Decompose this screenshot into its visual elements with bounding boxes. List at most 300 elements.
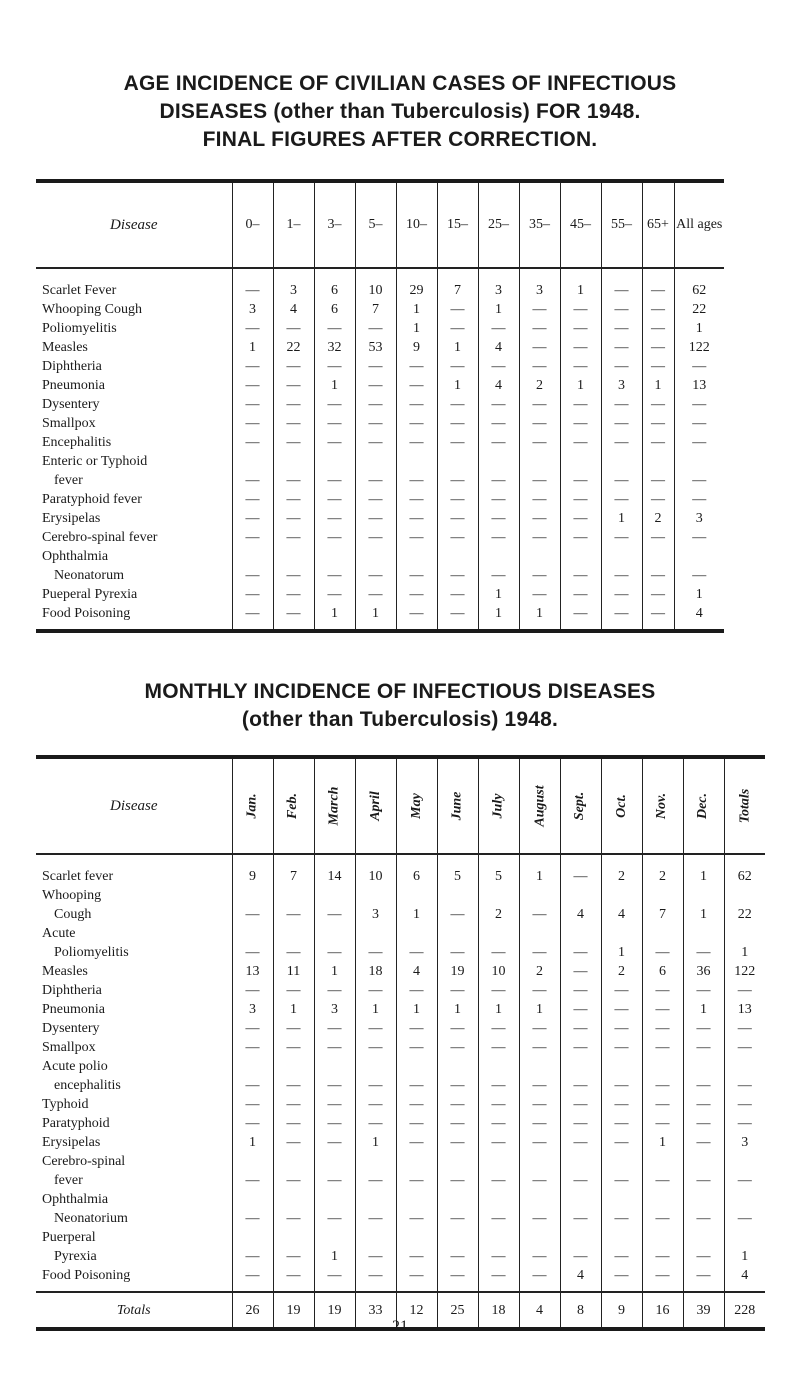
- table-row: [36, 1266, 765, 1292]
- cell-value: —: [478, 1152, 519, 1190]
- cell-value: 1: [683, 854, 724, 886]
- cell-value: —: [601, 300, 642, 319]
- disease-name-line: Scarlet Fever: [42, 283, 117, 298]
- cell-value: 13: [674, 376, 724, 395]
- total-value: 39: [683, 1292, 724, 1329]
- cell-value: —: [683, 1152, 724, 1190]
- column-header: 3–: [314, 181, 355, 268]
- cell-value: 1: [674, 319, 724, 338]
- disease-name-line: Whooping Cough: [42, 302, 142, 317]
- title-age-incidence: [0, 70, 800, 154]
- cell-value: —: [601, 547, 642, 585]
- cell-value: —: [478, 981, 519, 1000]
- column-header-label: June: [449, 791, 465, 821]
- cell-value: —: [396, 1152, 437, 1190]
- title-monthly-incidence: [0, 678, 800, 734]
- cell-value: —: [355, 1152, 396, 1190]
- column-header-label: Feb.: [285, 792, 301, 820]
- cell-value: —: [601, 452, 642, 490]
- cell-value: —: [437, 490, 478, 509]
- cell-value: —: [355, 395, 396, 414]
- cell-value: —: [232, 981, 273, 1000]
- cell-value: —: [560, 452, 601, 490]
- cell-value: 1: [232, 1133, 273, 1152]
- cell-value: 3: [232, 300, 273, 319]
- cell-value: —: [601, 414, 642, 433]
- cell-value: 1: [478, 604, 519, 631]
- cell-value: —: [396, 1038, 437, 1057]
- cell-value: —: [724, 1019, 765, 1038]
- cell-value: —: [560, 1228, 601, 1266]
- cell-value: —: [437, 528, 478, 547]
- cell-value: —: [437, 585, 478, 604]
- cell-value: —: [560, 414, 601, 433]
- cell-value: —: [232, 268, 273, 300]
- disease-name-line: Paratyphoid fever: [42, 492, 142, 507]
- table-row: [36, 357, 724, 376]
- cell-value: —: [437, 1057, 478, 1095]
- disease-name: [36, 268, 232, 300]
- cell-value: —: [642, 1266, 683, 1292]
- disease-name: [36, 981, 232, 1000]
- column-header: [560, 757, 601, 854]
- cell-value: —: [601, 981, 642, 1000]
- cell-value: 13: [724, 1000, 765, 1019]
- cell-value: —: [601, 357, 642, 376]
- cell-value: —: [314, 886, 355, 924]
- cell-value: —: [396, 1133, 437, 1152]
- cell-value: —: [674, 547, 724, 585]
- disease-name: [36, 1228, 232, 1266]
- disease-name-line: Paratyphoid: [42, 1116, 110, 1131]
- cell-value: —: [519, 338, 560, 357]
- column-header: 35–: [519, 181, 560, 268]
- cell-value: —: [683, 924, 724, 962]
- cell-value: —: [396, 1095, 437, 1114]
- cell-value: 4: [724, 1266, 765, 1292]
- column-header: All ages: [674, 181, 724, 268]
- cell-value: —: [478, 547, 519, 585]
- disease-name-line: Pueperal Pyrexia: [42, 587, 138, 602]
- cell-value: —: [478, 1190, 519, 1228]
- cell-value: —: [560, 1133, 601, 1152]
- cell-value: —: [642, 490, 674, 509]
- total-value: 228: [724, 1292, 765, 1329]
- cell-value: —: [642, 604, 674, 631]
- cell-value: —: [601, 1190, 642, 1228]
- cell-value: —: [232, 886, 273, 924]
- cell-value: —: [642, 268, 674, 300]
- cell-value: —: [437, 414, 478, 433]
- cell-value: 1: [396, 300, 437, 319]
- total-value: 18: [478, 1292, 519, 1329]
- cell-value: —: [519, 1019, 560, 1038]
- cell-value: —: [560, 1000, 601, 1019]
- cell-value: 1: [314, 962, 355, 981]
- total-value: 25: [437, 1292, 478, 1329]
- disease-name: [36, 319, 232, 338]
- disease-name-line: Dysentery: [42, 1021, 100, 1036]
- cell-value: 7: [642, 886, 683, 924]
- cell-value: 3: [355, 886, 396, 924]
- cell-value: —: [519, 1038, 560, 1057]
- cell-value: —: [642, 338, 674, 357]
- cell-value: —: [232, 395, 273, 414]
- total-value: 8: [560, 1292, 601, 1329]
- table-row: [36, 886, 765, 924]
- cell-value: 10: [355, 854, 396, 886]
- disease-name-line: Ophthalmia: [42, 1192, 109, 1207]
- disease-name: [36, 338, 232, 357]
- cell-value: 4: [273, 300, 314, 319]
- cell-value: —: [232, 376, 273, 395]
- cell-value: —: [683, 1019, 724, 1038]
- disease-name: [36, 854, 232, 886]
- cell-value: —: [355, 1057, 396, 1095]
- total-value: 16: [642, 1292, 683, 1329]
- column-header: 15–: [437, 181, 478, 268]
- cell-value: —: [314, 585, 355, 604]
- disease-name-line: Pneumonia: [42, 1002, 105, 1017]
- cell-value: 1: [519, 604, 560, 631]
- cell-value: —: [314, 924, 355, 962]
- cell-value: —: [314, 452, 355, 490]
- column-header-label: March: [326, 786, 342, 826]
- table-row: [36, 1095, 765, 1114]
- cell-value: —: [314, 1152, 355, 1190]
- disease-name-line: Neonatorum: [54, 568, 124, 583]
- column-header: 25–: [478, 181, 519, 268]
- cell-value: —: [601, 433, 642, 452]
- disease-name: [36, 528, 232, 547]
- disease-name-line: Measles: [42, 340, 88, 355]
- column-header: [273, 757, 314, 854]
- cell-value: 18: [355, 962, 396, 981]
- cell-value: —: [232, 319, 273, 338]
- disease-name-line: Food Poisoning: [42, 606, 131, 621]
- cell-value: —: [232, 509, 273, 528]
- page-number: 21: [392, 1318, 408, 1335]
- disease-name: [36, 490, 232, 509]
- cell-value: —: [437, 1190, 478, 1228]
- cell-value: —: [396, 1190, 437, 1228]
- disease-name-line: encephalitis: [54, 1078, 121, 1093]
- cell-value: —: [273, 1019, 314, 1038]
- table-row: [36, 395, 724, 414]
- table-row: [36, 585, 724, 604]
- cell-value: —: [519, 452, 560, 490]
- cell-value: —: [273, 509, 314, 528]
- cell-value: —: [273, 1057, 314, 1095]
- cell-value: —: [642, 300, 674, 319]
- cell-value: 1: [478, 300, 519, 319]
- disease-name: [36, 1057, 232, 1095]
- cell-value: —: [355, 414, 396, 433]
- cell-value: —: [724, 1114, 765, 1133]
- cell-value: —: [560, 319, 601, 338]
- total-value: 19: [273, 1292, 314, 1329]
- disease-name-line: Neonatorium: [54, 1211, 128, 1226]
- cell-value: —: [642, 1019, 683, 1038]
- cell-value: —: [560, 1038, 601, 1057]
- cell-value: —: [314, 547, 355, 585]
- cell-value: 1: [674, 585, 724, 604]
- cell-value: 1: [560, 268, 601, 300]
- cell-value: —: [560, 300, 601, 319]
- disease-name-line: Acute polio: [42, 1059, 108, 1074]
- cell-value: —: [273, 1038, 314, 1057]
- cell-value: —: [519, 1057, 560, 1095]
- cell-value: 62: [674, 268, 724, 300]
- cell-value: —: [519, 1228, 560, 1266]
- cell-value: —: [232, 357, 273, 376]
- cell-value: 3: [724, 1133, 765, 1152]
- cell-value: —: [642, 981, 683, 1000]
- disease-name: [36, 1190, 232, 1228]
- cell-value: 3: [314, 1000, 355, 1019]
- cell-value: 3: [478, 268, 519, 300]
- cell-value: —: [232, 1114, 273, 1133]
- cell-value: —: [683, 1228, 724, 1266]
- table-row: [36, 433, 724, 452]
- title-line: MONTHLY INCIDENCE OF INFECTIOUS DISEASES: [144, 680, 656, 703]
- cell-value: 22: [724, 886, 765, 924]
- cell-value: —: [674, 528, 724, 547]
- total-value: 9: [601, 1292, 642, 1329]
- cell-value: 1: [355, 1133, 396, 1152]
- cell-value: —: [396, 1057, 437, 1095]
- cell-value: —: [519, 585, 560, 604]
- cell-value: —: [273, 528, 314, 547]
- cell-value: —: [642, 1152, 683, 1190]
- column-header-label: August: [532, 785, 548, 827]
- cell-value: —: [642, 433, 674, 452]
- cell-value: 3: [601, 376, 642, 395]
- cell-value: 4: [601, 886, 642, 924]
- disease-name-line: fever: [54, 473, 83, 488]
- cell-value: 6: [314, 268, 355, 300]
- cell-value: —: [232, 585, 273, 604]
- disease-name: [36, 962, 232, 981]
- cell-value: —: [642, 924, 683, 962]
- cell-value: —: [355, 528, 396, 547]
- cell-value: 7: [437, 268, 478, 300]
- column-header: 0–: [232, 181, 273, 268]
- cell-value: —: [396, 490, 437, 509]
- cell-value: 7: [355, 300, 396, 319]
- cell-value: —: [437, 319, 478, 338]
- cell-value: —: [355, 490, 396, 509]
- column-header: 5–: [355, 181, 396, 268]
- cell-value: —: [519, 924, 560, 962]
- cell-value: 1: [437, 1000, 478, 1019]
- table-row: [36, 1000, 765, 1019]
- cell-value: 32: [314, 338, 355, 357]
- disease-name-line: Dysentery: [42, 397, 100, 412]
- cell-value: —: [273, 433, 314, 452]
- cell-value: 4: [478, 376, 519, 395]
- cell-value: 1: [478, 1000, 519, 1019]
- cell-value: —: [642, 1228, 683, 1266]
- cell-value: —: [519, 886, 560, 924]
- cell-value: —: [478, 528, 519, 547]
- cell-value: —: [437, 433, 478, 452]
- cell-value: —: [396, 585, 437, 604]
- cell-value: —: [437, 981, 478, 1000]
- cell-value: —: [560, 528, 601, 547]
- column-header-label: April: [367, 791, 383, 821]
- disease-name-line: Pneumonia: [42, 378, 105, 393]
- cell-value: 3: [674, 509, 724, 528]
- cell-value: 6: [396, 854, 437, 886]
- disease-name-line: Diphtheria: [42, 983, 102, 998]
- cell-value: 10: [355, 268, 396, 300]
- cell-value: 1: [396, 319, 437, 338]
- cell-value: —: [273, 376, 314, 395]
- cell-value: —: [642, 1095, 683, 1114]
- cell-value: —: [674, 414, 724, 433]
- cell-value: —: [478, 1228, 519, 1266]
- cell-value: —: [724, 1038, 765, 1057]
- cell-value: 4: [396, 962, 437, 981]
- cell-value: —: [396, 395, 437, 414]
- cell-value: —: [396, 604, 437, 631]
- cell-value: —: [355, 981, 396, 1000]
- cell-value: —: [519, 547, 560, 585]
- disease-name-line: fever: [54, 1173, 83, 1188]
- cell-value: —: [437, 509, 478, 528]
- cell-value: —: [601, 319, 642, 338]
- cell-value: —: [355, 924, 396, 962]
- cell-value: —: [601, 604, 642, 631]
- cell-value: 1: [396, 886, 437, 924]
- cell-value: —: [674, 433, 724, 452]
- cell-value: —: [355, 1266, 396, 1292]
- table-row: [36, 268, 724, 300]
- cell-value: 6: [314, 300, 355, 319]
- cell-value: —: [273, 924, 314, 962]
- table-row: [36, 854, 765, 886]
- cell-value: —: [642, 357, 674, 376]
- cell-value: —: [355, 547, 396, 585]
- cell-value: —: [642, 319, 674, 338]
- table-row: [36, 962, 765, 981]
- cell-value: —: [232, 490, 273, 509]
- cell-value: —: [560, 1019, 601, 1038]
- cell-value: —: [519, 1266, 560, 1292]
- cell-value: 4: [560, 886, 601, 924]
- cell-value: —: [437, 395, 478, 414]
- cell-value: —: [355, 1114, 396, 1133]
- cell-value: 2: [478, 886, 519, 924]
- cell-value: —: [232, 414, 273, 433]
- cell-value: —: [314, 433, 355, 452]
- cell-value: 1: [519, 854, 560, 886]
- cell-value: 2: [642, 854, 683, 886]
- disease-name: [36, 452, 232, 490]
- cell-value: 29: [396, 268, 437, 300]
- cell-value: 1: [437, 376, 478, 395]
- cell-value: —: [478, 395, 519, 414]
- cell-value: —: [355, 1228, 396, 1266]
- disease-name-line: Enteric or Typhoid: [42, 454, 148, 469]
- cell-value: —: [355, 357, 396, 376]
- cell-value: —: [437, 1019, 478, 1038]
- cell-value: —: [674, 452, 724, 490]
- table-row: [36, 490, 724, 509]
- cell-value: —: [601, 1095, 642, 1114]
- table-row: [36, 528, 724, 547]
- cell-value: —: [232, 1057, 273, 1095]
- cell-value: —: [396, 414, 437, 433]
- column-header: [683, 757, 724, 854]
- table-row: [36, 509, 724, 528]
- cell-value: —: [314, 981, 355, 1000]
- cell-value: —: [683, 1057, 724, 1095]
- cell-value: 1: [642, 376, 674, 395]
- column-header: 55–: [601, 181, 642, 268]
- cell-value: —: [560, 509, 601, 528]
- cell-value: —: [232, 924, 273, 962]
- column-header-label: Totals: [736, 788, 752, 824]
- cell-value: —: [478, 924, 519, 962]
- cell-value: —: [601, 528, 642, 547]
- table-row: [36, 1057, 765, 1095]
- cell-value: —: [519, 1114, 560, 1133]
- cell-value: —: [314, 490, 355, 509]
- cell-value: —: [232, 528, 273, 547]
- cell-value: —: [437, 1152, 478, 1190]
- column-header: [314, 757, 355, 854]
- cell-value: 6: [642, 962, 683, 981]
- cell-value: —: [601, 1152, 642, 1190]
- cell-value: —: [396, 357, 437, 376]
- cell-value: —: [396, 1228, 437, 1266]
- cell-value: —: [396, 509, 437, 528]
- cell-value: —: [437, 1095, 478, 1114]
- column-header: [396, 757, 437, 854]
- cell-value: —: [396, 452, 437, 490]
- cell-value: 1: [314, 376, 355, 395]
- cell-value: —: [601, 1114, 642, 1133]
- cell-value: 4: [560, 1266, 601, 1292]
- disease-name-line: Puerperal: [42, 1230, 96, 1245]
- cell-value: —: [232, 433, 273, 452]
- title-line: DISEASES (other than Tuberculosis) FOR 1948.: [159, 100, 641, 123]
- column-header: [478, 757, 519, 854]
- total-value: 12: [396, 1292, 437, 1329]
- disease-name: [36, 1000, 232, 1019]
- cell-value: 5: [478, 854, 519, 886]
- cell-value: —: [314, 1190, 355, 1228]
- cell-value: 1: [601, 509, 642, 528]
- cell-value: —: [314, 1038, 355, 1057]
- cell-value: —: [560, 547, 601, 585]
- cell-value: —: [519, 1190, 560, 1228]
- table-row: [36, 1228, 765, 1266]
- cell-value: —: [437, 300, 478, 319]
- cell-value: —: [642, 528, 674, 547]
- column-header: [519, 757, 560, 854]
- column-header: 65+: [642, 181, 674, 268]
- cell-value: 1: [560, 376, 601, 395]
- cell-value: —: [273, 1152, 314, 1190]
- cell-value: —: [232, 1228, 273, 1266]
- cell-value: —: [560, 962, 601, 981]
- cell-value: —: [273, 585, 314, 604]
- cell-value: —: [519, 981, 560, 1000]
- cell-value: —: [724, 1190, 765, 1228]
